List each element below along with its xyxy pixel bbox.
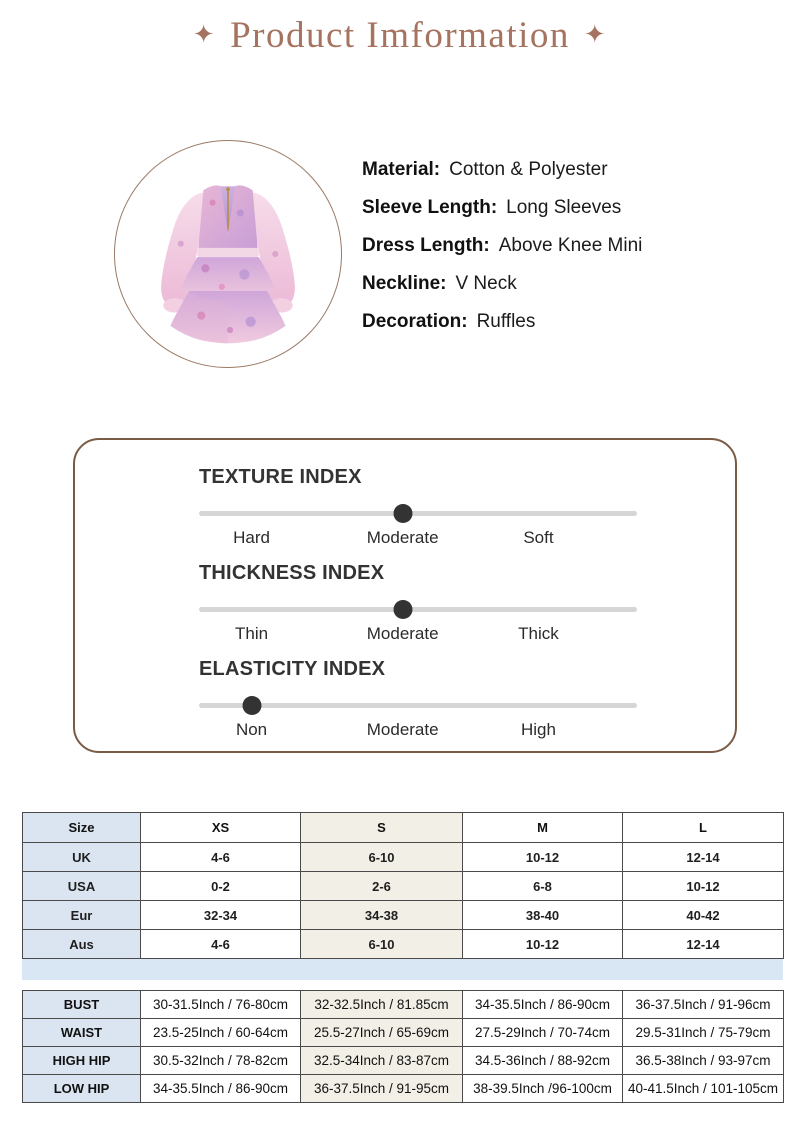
slider-label: Moderate [366, 624, 439, 643]
measurement-cell: 36.5-38Inch / 93-97cm [623, 1047, 784, 1075]
measurement-cell: 30-31.5Inch / 76-80cm [141, 991, 301, 1019]
size-cell: 40-42 [623, 901, 784, 930]
product-detail-line [362, 310, 642, 334]
body-measurement-table [22, 990, 784, 1103]
size-cell: 6-10 [301, 930, 463, 959]
size-cell: 10-12 [623, 872, 784, 901]
size-cell: 2-6 [301, 872, 463, 901]
size-cell: 12-14 [623, 930, 784, 959]
table-spacer-band [22, 959, 783, 980]
index-title: THICKNESS INDEX [199, 562, 385, 584]
column-header: Size [23, 813, 141, 843]
measurement-cell: 34-35.5Inch / 86-90cm [463, 991, 623, 1019]
slider-track [199, 511, 637, 516]
size-cell: 32-34 [141, 901, 301, 930]
measurement-cell: 36-37.5Inch / 91-96cm [623, 991, 784, 1019]
row-label: Eur [23, 901, 141, 930]
column-header: XS [141, 813, 301, 843]
measurement-cell: 34-35.5Inch / 86-90cm [141, 1075, 301, 1103]
index-slider [199, 599, 637, 619]
detail-label: Material: [362, 159, 441, 180]
size-cell: 10-12 [463, 843, 623, 872]
measurement-cell: 32.5-34Inch / 83-87cm [301, 1047, 463, 1075]
table-row [23, 901, 784, 930]
slider-track [199, 703, 637, 708]
measurement-cell: 36-37.5Inch / 91-95cm [301, 1075, 463, 1103]
measurement-cell: 25.5-27Inch / 65-69cm [301, 1019, 463, 1047]
table-row [23, 991, 784, 1019]
detail-value: Ruffles [476, 311, 536, 332]
slider-labels [199, 720, 637, 742]
column-header: S [301, 813, 463, 843]
page-title-text: Product Imformation [230, 15, 570, 56]
slider-labels [199, 528, 637, 550]
measurement-cell: 40-41.5Inch / 101-105cm [623, 1075, 784, 1103]
table-row [23, 1075, 784, 1103]
row-label: LOW HIP [23, 1075, 141, 1103]
detail-value: Cotton & Polyester [449, 159, 608, 180]
measurement-cell: 32-32.5Inch / 81.85cm [301, 991, 463, 1019]
index-title: ELASTICITY INDEX [199, 658, 386, 680]
measurement-cell: 27.5-29Inch / 70-74cm [463, 1019, 623, 1047]
product-detail-line [362, 272, 642, 296]
index-slider [199, 695, 637, 715]
detail-label: Sleeve Length: [362, 197, 498, 218]
fabric-index-panel [73, 438, 737, 753]
row-label: Aus [23, 930, 141, 959]
column-header: L [623, 813, 784, 843]
size-cell: 4-6 [141, 930, 301, 959]
product-detail-line [362, 158, 642, 182]
table-row [23, 872, 784, 901]
product-detail-line [362, 196, 642, 220]
slider-label: Moderate [366, 720, 439, 739]
slider-label: High [520, 720, 556, 739]
measurement-cell: 23.5-25Inch / 60-64cm [141, 1019, 301, 1047]
size-cell: 10-12 [463, 930, 623, 959]
table-row [23, 1047, 784, 1075]
size-cell: 34-38 [301, 901, 463, 930]
sparkle-right-icon: ✦ [583, 20, 608, 49]
size-conversion-table [22, 812, 784, 959]
detail-label: Neckline: [362, 273, 447, 294]
row-label: HIGH HIP [23, 1047, 141, 1075]
size-cell: 6-10 [301, 843, 463, 872]
slider-label: Non [235, 720, 268, 739]
column-header: M [463, 813, 623, 843]
measurement-cell: 34.5-36Inch / 88-92cm [463, 1047, 623, 1075]
product-image-circle [114, 140, 342, 368]
slider-knob [393, 600, 412, 619]
sparkle-left-icon: ✦ [192, 20, 217, 49]
size-cell: 38-40 [463, 901, 623, 930]
measurement-cell: 38-39.5Inch /96-100cm [463, 1075, 623, 1103]
size-cell: 12-14 [623, 843, 784, 872]
product-details [362, 158, 642, 348]
row-label: USA [23, 872, 141, 901]
table-row [23, 930, 784, 959]
size-cell: 4-6 [141, 843, 301, 872]
slider-track [199, 607, 637, 612]
size-cell: 0-2 [141, 872, 301, 901]
table-header-row [23, 813, 784, 843]
size-chart-section [22, 812, 783, 1103]
slider-label: Soft [523, 528, 554, 547]
slider-knob [393, 504, 412, 523]
index-title: TEXTURE INDEX [199, 466, 362, 488]
slider-label: Moderate [366, 528, 439, 547]
detail-label: Decoration: [362, 311, 468, 332]
table-row [23, 843, 784, 872]
detail-value: V Neck [455, 273, 517, 294]
size-cell: 6-8 [463, 872, 623, 901]
index-slider [199, 503, 637, 523]
detail-label: Dress Length: [362, 235, 490, 256]
row-label: BUST [23, 991, 141, 1019]
slider-label: Hard [233, 528, 270, 547]
detail-value: Long Sleeves [506, 197, 622, 218]
row-label: WAIST [23, 1019, 141, 1047]
measurement-cell: 30.5-32Inch / 78-82cm [141, 1047, 301, 1075]
measurement-cell: 29.5-31Inch / 75-79cm [623, 1019, 784, 1047]
dress-image [115, 141, 341, 367]
product-detail-line [362, 234, 642, 258]
slider-label: Thick [518, 624, 559, 643]
slider-knob [242, 696, 261, 715]
detail-value: Above Knee Mini [498, 235, 643, 256]
table-row [23, 1019, 784, 1047]
page-title [0, 14, 800, 57]
slider-labels [199, 624, 637, 646]
slider-label: Thin [235, 624, 269, 643]
row-label: UK [23, 843, 141, 872]
